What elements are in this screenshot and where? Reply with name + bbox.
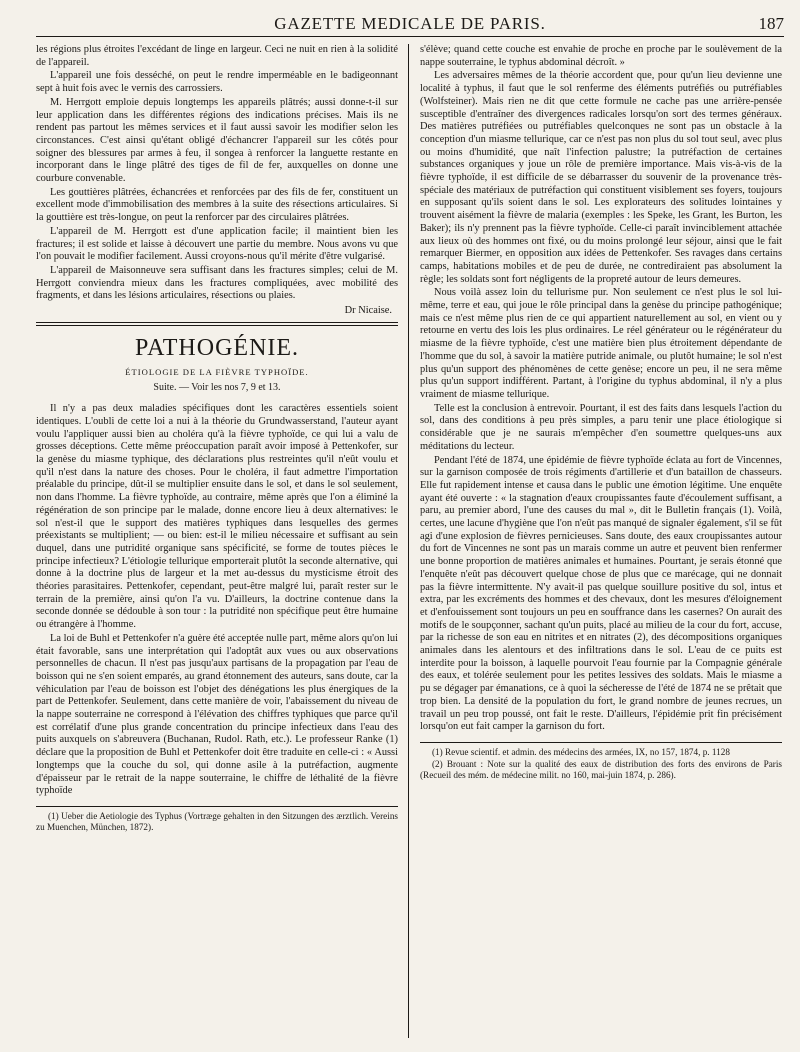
article-subtitle: ÉTIOLOGIE DE LA FIÈVRE TYPHOÏDE. — [125, 366, 309, 377]
paragraph: M. Herrgott emploie depuis longtemps les appareils plâtrés; aussi donne-t-il sur leur application dans les différentes régions des indications précises. Mais ils ne rendent pas partout les mêmes services et il faut aussi savoir les modifier selon les circonstances. C'est ainsi qu'étant obligé d'échancrer l'appareil sur les côtés pour soigner des blessures par armes à feu, il songea à renforcer la languette restante en incorporant dans le linge plâtré des tiges de fil de fer, auxquelles on donne une courbure convenable. — [36, 96, 398, 185]
paragraph: s'élève; quand cette couche est envahie de proche en proche par le soulèvement de la nappe souterraine, le typhus abdominal décroît. » — [420, 44, 782, 68]
left-column — [36, 44, 398, 1038]
paragraph: Les gouttières plâtrées, échancrées et renforcées par des fils de fer, constituent un excellent mode d'immobilisation des membres à la suite des résections articulaires. Si la gouttière est très-longue, on peut la renforcer par des circulaires plâtrées. — [36, 186, 398, 224]
running-title: GAZETTE MEDICALE DE PARIS. — [274, 14, 546, 33]
author-signature: Dr Nicaise. — [344, 305, 392, 317]
continuation-note: Suite. — Voir les nos 7, 9 et 13. — [153, 382, 281, 394]
paragraph: L'appareil de Maisonneuve sera suffisant dans les fractures simples; celui de M. Herrgott conviendra mieux dans les fractures compliquées, avec mobilité des fragments, et dans les lésions articulaires, résections ou plaies. — [36, 264, 398, 302]
footnote: (1) Revue scientif. et admin. des médecins des armées, IX, no 157, 1874, p. 1128 — [432, 746, 730, 757]
footnote: (1) Ueber die Aetiologie des Typhus (Vortræge gehalten in den Sitzungen des ærztlich. Vereins zu Muenchen, München, 1872). — [36, 810, 398, 832]
paragraph: Nous voilà assez loin du tellurisme pur. Non seulement ce n'est plus le sol lui-même, terre et eau, qui joue le rôle principal dans la genèse du principe pathogénique; mais ce n'est même plus rien de ce qui appartient naturellement au sol, en vient ou y retourne en vertu des lois les plus ordinaires. Le réel générateur ou le régénérateur du miasme de la fièvre typhoïde, c'est une matière bien plus étroitement dépendante de l'homme que du sol, à savoir la matière putride animale, ou plutôt humaine; le sol n'est plus qu'un support des phénomènes de cette genèse; encore un peu, il ne sera même plus qu'un support indifférent. Partant, à l'origine du typhus abdominal, il n'y a plus vraiment de miasme tellurique. — [420, 287, 782, 400]
paragraph: Les adversaires mêmes de la théorie accordent que, pour qu'un lieu devienne une localité à typhus, il faut que le sol renferme des éléments putréfiés ou putréfiables (Wolfsteiner). Mais rien ne dit que cette formule ne cache pas une arrière-pensée susceptible d'entraîner des divergences radicales lorsqu'on sort des termes généraux. Des matières putréfiées ou putréfiables quelconques ne sont pas un obstacle à la conception d'un miasme tellurique, car ce n'est pas non plus du sol tout seul, avec plus ou moins d'humidité, que naît l'infection palustre; la putréfaction de certaines substances organiques y joue un rôle de première importance. Mais vis-à-vis de la fièvre typhoïde, il est difficile de se débarrasser du souvenir de la provenance très-spéciale des matériaux de putréfaction qui constituent visiblement ses foyers, toujours en supposant qu'ils soient dans le sol. Les explorateurs des solitudes lointaines y trouvent aisément la fièvre de malaria (exemples : les Speke, les Grant, les Burton, les Baker); ils n'y prennent pas la fièvre typhoïde. Celle-ci paraît invinciblement attachée aux lieux où des hommes ont fixé, ou du moins prolongé leur séjour, ainsi que le fait remarquer Biermer, en opposition aux idées de Pettenkofer. Ses ravages dans certains camps, habitations mobiles et de peu de durée, ne contrediraient pas absolument la règle; les soldats sont fort négligents de la propreté autour de leurs demeures. — [420, 70, 782, 285]
paragraph: Pendant l'été de 1874, une épidémie de fièvre typhoïde éclata au fort de Vincennes, sur la garnison composée de trois régiments d'artillerie et d'un bataillon de chasseurs. Elle fut rapidement intense et causa dans le public une émotion légitime. Une enquête ayant été ouverte : « la stagnation d'eaux croupissantes faute d'écoulement suffisant, a paru, au premier abord, l'une des causes du mal », dit le Bulletin français (1). Voilà, certes, une lacune d'hygiène que l'on n'eût pas manqué de signaler également, s'il se fût agi d'une explosion de fièvres pernicieuses. Sans doute, des eaux croupissantes autour du fort de Vincennes ne sont pas un marais comme un autre et peuvent bien renfermer une bonne proportion de matières animales et humaines. Pourtant, je serais étonné que l'enquête n'eût pas découvert quelque chose de plus que ce marécage, qui ne donnait pas la fièvre intermittente. N'y avait-il pas quelque souillure positive du sol, intus et extra, par les excréments des hommes et des chevaux, dont les mesures d'éloignement et d'enfouissement sont toujours un peu en souffrance dans les casernes? On aurait des motifs de le soupçonner, sachant qu'un puits, placé au milieu de la cour du fort, accuse, par la richesse de son eau en nitrites et en nitrates (2), des décompositions organiques animales dans les alentours et des infiltrations dans le sol. L'eau de ce puits est interdite pour la boisson, à laquelle pourvoit l'eau fournie par la Compagnie générale des eaux, et tolérée seulement pour les petites lessives des soldats. Mais le miasme a pu se dégager par émanations, ce à quoi la sécheresse de l'été de 1874 ne se prêtait que trop bien. La densité de la population du fort, le grand nombre de jeunes recrues, un travail un peu trop poussé, ont fait le reste. D'ailleurs, l'épidémie prit fin précisément lorsqu'on eut fait camper la garnison du fort. — [420, 454, 782, 733]
newspaper-page — [36, 10, 784, 1044]
right-column — [420, 44, 782, 1038]
paragraph: Il n'y a pas deux maladies spécifiques dont les caractères essentiels soient identiques. L'oubli de cette loi a nui à la théorie du Grundwasserstand, l'auteur ayant voulu l'appliquer aussi bien au choléra qu'à la fièvre typhoïde, ce qui lui a valu de grosses déceptions. Cette même préoccupation paraît avoir imposé à Pettenkofer, sur la genèse du miasme typhique, des déclarations plus restreintes qu'il n'eût voulu et qu'il n'est dans la nature des choses. Pour le choléra, il faut admettre l'importation préalable du principe, dût-il se multiplier ensuite dans le sol, et dans le sol seulement, non dans l'homme. La fièvre typhoïde, au contraire, même après que l'on a éliminé la régénération de son principe par le malade, donne encore lieu à deux alternatives: le sol n'est-il que le support des matières typhiques dans lesquelles des germes préexistants se multiplient; — ou bien: est-il le milieu nécessaire et suffisant au sein duquel, dans une putridité organique sans spécificité, se forme de toutes pièces le principe infectieux? L'étiologie tellurique emporterait plutôt la seconde alternative, qui donne à la doctrine plus de largeur et la met au-dessus du mysticisme étroit des théories parasitaires. Pettenkofer, cependant, peut-être malgré lui, paraît rester sur le terrain de la première, ainsi qu'on l'a vu. D'ailleurs, la doctrine contenue dans la seconde donnée se dédouble à son tour : la putridité non spécifique peut être humaine ou étrangère à l'homme. — [36, 403, 398, 631]
footnotes-left — [36, 811, 398, 833]
footnote-rule — [420, 742, 782, 743]
section-title: PATHOGÉNIE. — [134, 334, 300, 361]
paragraph: Telle est la conclusion à entrevoir. Pourtant, il est des faits dans lesquels l'action du sol, dans des conditions à peu près simples, a paru tenir une place étiologique si considérable que je ne saurais m'empêcher d'en soumettre quelques-uns aux méditations du lecteur. — [420, 402, 782, 452]
column-divider — [408, 44, 409, 1038]
page-header — [36, 10, 784, 37]
page-number: 187 — [758, 14, 784, 33]
paragraph: La loi de Buhl et Pettenkofer n'a guère été acceptée nulle part, même alors qu'on lui était favorable, sans une interprétation qui l'adoptât aux vues ou aux observations personnelles de chacun. Il n'est pas jusqu'aux partisans de la propagation par l'eau de boisson qui ne s'en soient emparés, au grand étonnement des auteurs, sans doute, car la véhiculation par l'eau de boisson est l'objet des dénégations les plus énergiques de la part de Pettenkofer. Seulement, dans cette manière de voir, l'abaissement du niveau de la nappe souterraine ne correspond à l'élévation des chiffres typhiques que parce qu'il est corrélatif d'une plus grande concentration du principe infectieux dans l'eau des puits auxquels on s'abreuvera (Buchanan, Rudol. Rath, etc.). Le professeur Ranke (1) déclare que la proposition de Buhl et Pettenkofer doit être traduite en celle-ci : « Aussi longtemps que la couche du sol, qui donne asile à la putréfaction, augmente d'épaisseur par le retrait de la nappe souterraine, le chiffre de léthalité de la fièvre typhoïde — [36, 632, 398, 797]
paragraph: les régions plus étroites l'excédant de linge en largeur. Ceci ne nuit en rien à la solidité de l'appareil. — [36, 44, 398, 68]
paragraph: L'appareil de M. Herrgott est d'une application facile; il maintient bien les fractures; il est solide et laisse à découvert une partie du membre. Nous avons vu que l'on pouvait le modifier facilement. Aussi croyons-nous qu'il mérite d'être vulgarisé. — [36, 225, 398, 263]
footnotes-right — [420, 747, 782, 781]
section-divider — [36, 322, 398, 326]
footnote: (2) Brouant : Note sur la qualité des eaux de distribution des forts des environs de Paris (Recueil des mém. de médecine milit. no 160, mai-juin 1874, p. 286). — [420, 758, 782, 780]
paragraph: L'appareil une fois desséché, on peut le rendre imperméable en le badigeonnant sept à huit fois avec le vernis des carrossiers. — [36, 70, 398, 95]
footnote-rule — [36, 806, 398, 807]
